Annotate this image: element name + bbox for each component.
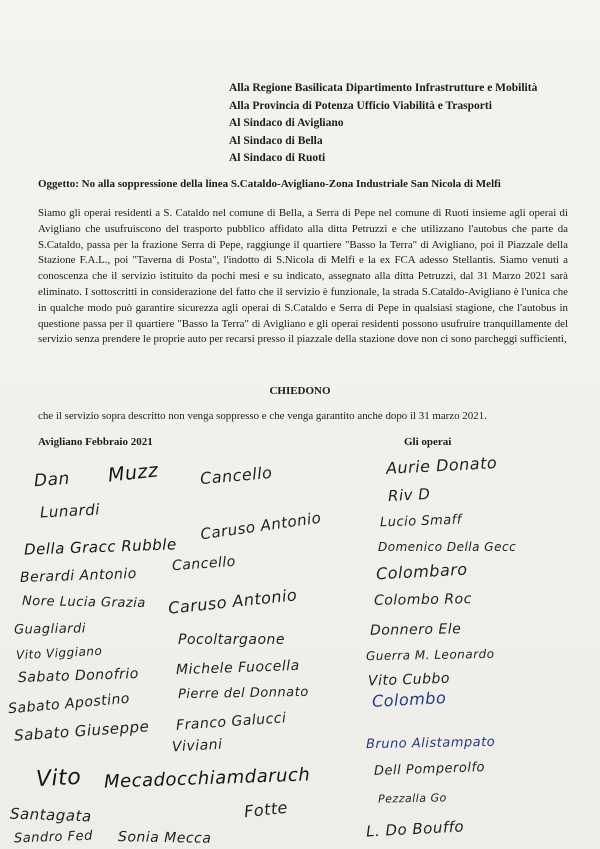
signature: Pocoltargaone (178, 632, 286, 648)
signature: Colombo Roc (373, 591, 472, 609)
addressee-line: Alla Regione Basilicata Dipartimento Infrastrutture e Mobilità (229, 82, 538, 94)
signature: Vito Viggiano (15, 643, 103, 663)
signature: Della Gracc Rubble (23, 535, 177, 559)
addressee-line: Alla Provincia di Potenza Ufficio Viabilità e Trasporti (229, 99, 492, 112)
signature: Pierre del Donnato (177, 684, 309, 703)
signature: Santagata (9, 804, 92, 826)
signature: Vito Cubbo (367, 670, 451, 690)
signature: Berardi Antonio (19, 565, 138, 587)
signature: Sonia Mecca (117, 829, 212, 847)
signature: Lunardi (39, 500, 101, 522)
signature: Guerra M. Leonardo (365, 646, 495, 664)
subject-line: Oggetto: No alla soppressione della linea S.Cataldo-Avigliano-Zona Industriale San Nicola di Melfi (38, 178, 501, 190)
addressee-line: Al Sindaco di Bella (229, 134, 323, 147)
signature: L. Do Bouffo (365, 817, 465, 841)
signature: Viviani (171, 736, 223, 756)
request-heading: CHIEDONO (269, 385, 331, 397)
signature: Cancello (171, 553, 237, 575)
addressee-line: Al Sindaco di Avigliano (229, 117, 344, 130)
signature: Caruso Antonio (199, 508, 323, 544)
place-date: Avigliano Febbraio 2021 (38, 436, 153, 448)
signature: Sabato Donofrio (17, 665, 140, 687)
signature: Sabato Apostino (7, 690, 131, 718)
signature: Sandro Fed (13, 828, 94, 847)
signature: Lucio Smaff (379, 512, 463, 531)
signature: Vito (35, 764, 82, 793)
signature: Aurie Donato (385, 453, 498, 478)
addressee-block (229, 80, 537, 168)
signature: Caruso Antonio (167, 585, 299, 618)
signature: Dell Pomperolfo (373, 760, 486, 779)
signature: Muzz (106, 459, 160, 487)
signature: Colombaro (375, 559, 469, 584)
signature: Cancello (199, 462, 274, 489)
signature: Nore Lucia Grazia (21, 593, 146, 612)
signature: Domenico Della Gecc (378, 540, 517, 554)
signature: Colombo (371, 688, 447, 711)
signature: Bruno Alistampato (365, 734, 496, 753)
signature: Pezzalla Go (377, 791, 447, 806)
signature: Sabato Giuseppe (13, 717, 150, 745)
signature: Michele Fuocella (175, 657, 300, 679)
signature: Donnero Ele (369, 621, 462, 639)
body-paragraph: Siamo gli operai residenti a S. Cataldo nel comune di Bella, a Serra di Pepe nel comune di Ruoti insieme agli operai di Avigliano che usufruiscono del trasporto pubblico affidato alla ditta Petruzzi e che utilizzano l'autobus che parte da S.Cataldo, passa per la frazione Serra di Pepe, raggiunge il quartiere "Basso la Terra" di Avigliano, poi il Piazzale della Stazione F.A.L., poi "Taverna di Posta", l'indotto di S.Nicola di Melfi e la ex FCA adesso Stellantis. Siamo venuti a conoscenza che il servizio istituito da pochi mesi e su indicato, assegnato alla ditta Petruzzi, dal 31 Marzo 2021 sarà eliminato. I sottoscritti in considerazione del fatto che il servizio è funzionale, la strada S.Cataldo-Avigliano è l'unica che in qualche modo può garantire sicurezza agli operai di S.Cataldo e Serra di Pepe in qualsiasi stagione, che l'autobus in questione passa per il quartiere "Basso la Terra" di Avigliano e gli operai residenti possono usufruire tranquillamente del servizio senza prendere le proprie auto per recarsi presso il piazzale della stazione dove non ci sono parcheggi sufficienti, (38, 207, 568, 346)
request-text: che il servizio sopra descritto non venga soppresso e che venga garantito anche dopo il 31 marzo 2021. (38, 410, 487, 422)
addressee-line: Al Sindaco di Ruoti (229, 152, 326, 165)
signature: Fotte (243, 797, 289, 822)
signature: Mecadocchiamdaruch (103, 764, 311, 793)
signature: Dan (33, 468, 71, 492)
signature: Guagliardi (13, 621, 87, 638)
signers-label: Gli operai (404, 436, 452, 448)
signature: Riv D (387, 484, 431, 506)
signature: Franco Galucci (175, 710, 287, 734)
